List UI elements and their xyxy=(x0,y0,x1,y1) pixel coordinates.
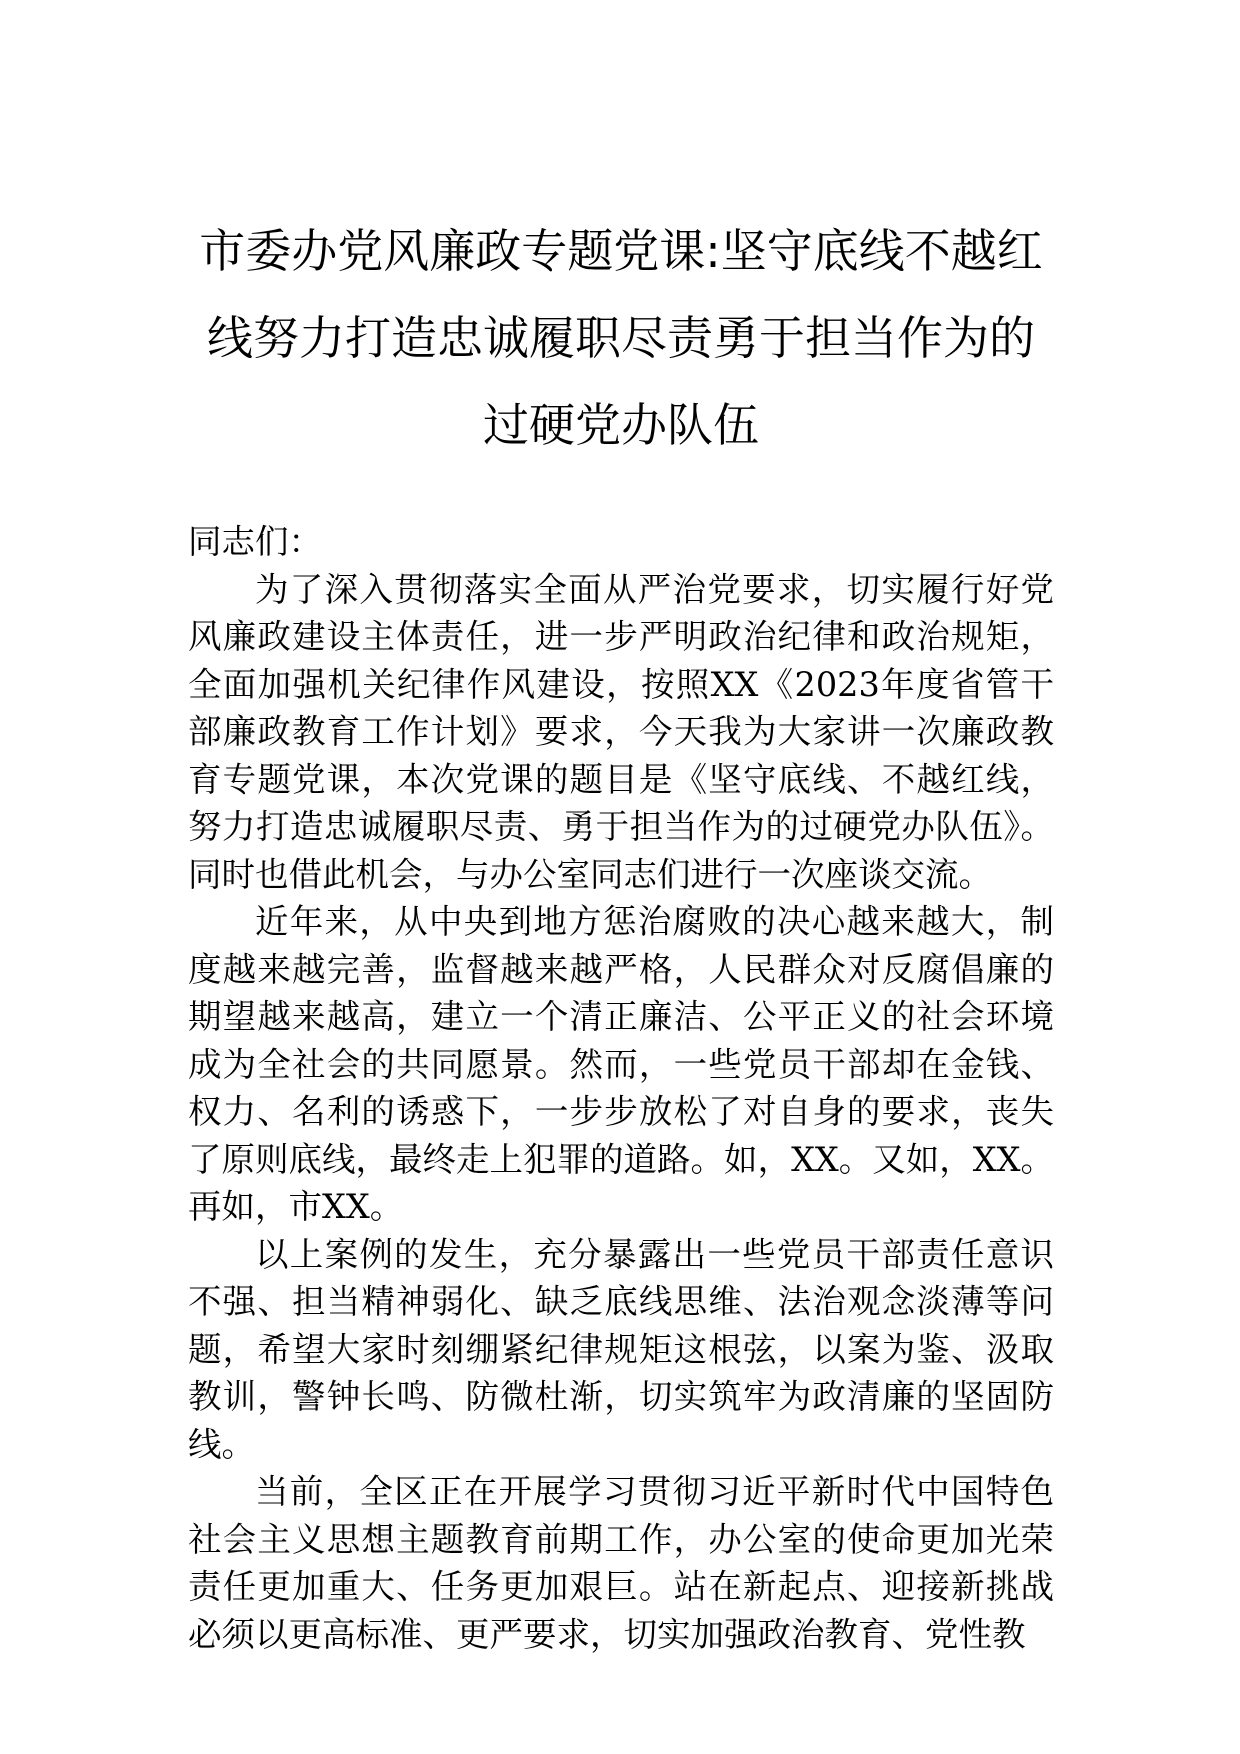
document-title xyxy=(188,208,1054,469)
salutation: 同志们： xyxy=(188,522,322,561)
paragraph: 以上案例的发生，充分暴露出一些党员干部责任意识不强、担当精神弱化、缺乏底线思维、法治观念淡薄等问题，希望大家时刻绷紧纪律规矩这根弦，以案为鉴、汲取教训，警钟长鸣、防微杜渐，切实筑牢为政清廉的坚固防线。 xyxy=(188,1234,1054,1464)
title-line: 线努力打造忠诚履职尽责勇于担当作为的 xyxy=(207,311,1035,365)
paragraph: 近年来，从中央到地方惩治腐败的决心越来越大，制度越来越完善，监督越来越严格，人民群众对反腐倡廉的期望越来越高，建立一个清正廉洁、公平正义的社会环境成为全社会的共同愿景。然而，一些党员干部却在金钱、权力、名利的诱惑下，一步步放松了对自身的要求，丧失了原则底线，最终走上犯罪的道路。如，XX。又如，XX。再如，市XX。 xyxy=(188,902,1054,1226)
paragraph: 当前，全区正在开展学习贯彻习近平新时代中国特色社会主义思想主题教育前期工作，办公室的使命更加光荣责任更加重大、任务更加艰巨。站在新起点、迎接新挑战必须以更高标准、更严要求，切实加强政治教育、党性教 xyxy=(188,1472,1054,1654)
title-line: 过硬党办队伍 xyxy=(483,398,759,452)
document-body xyxy=(188,518,1054,1658)
title-line: 市委办党风廉政专题党课:坚守底线不越红 xyxy=(199,224,1043,278)
paragraph: 为了深入贯彻落实全面从严治党要求，切实履行好党风廉政建设主体责任，进一步严明政治纪律和政治规矩，全面加强机关纪律作风建设，按照XX《2023年度省管干部廉政教育工作计划》要求，今天我为大家讲一次廉政教育专题党课，本次党课的题目是《坚守底线、不越红线，努力打造忠诚履职尽责、勇于担当作为的过硬党办队伍》。同时也借此机会，与办公室同志们进行一次座谈交流。 xyxy=(188,569,1054,894)
